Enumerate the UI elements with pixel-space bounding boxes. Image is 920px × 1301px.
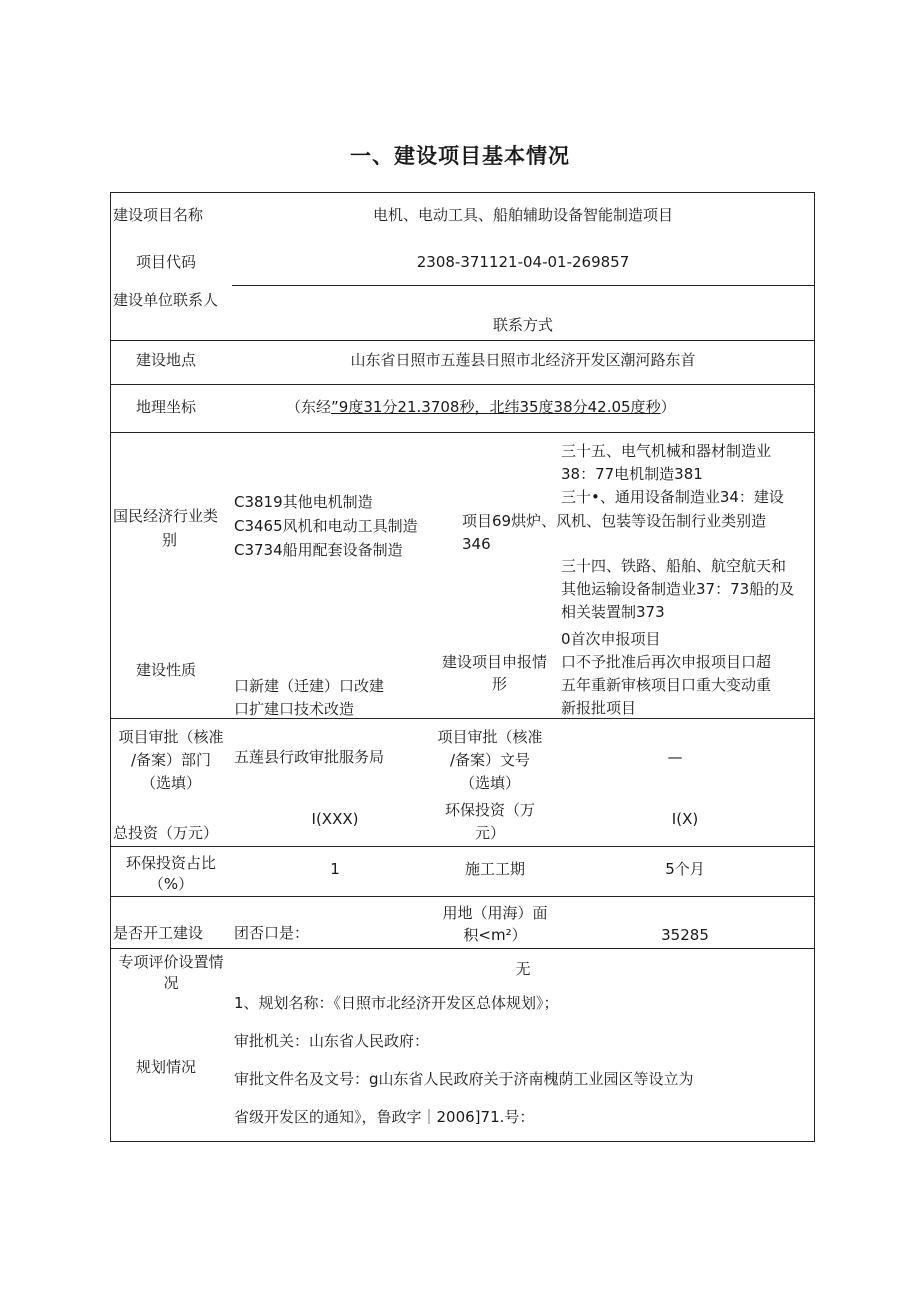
special-eval-value: 无 xyxy=(515,960,531,978)
nature-options-line2: 口扩建口技术改造 xyxy=(234,700,355,718)
env-investment-label-line2: 元） xyxy=(474,824,505,842)
page-title: 一、建设项目基本情况 xyxy=(350,144,570,168)
nature-label: 建设性质 xyxy=(136,661,197,679)
report-option-line: 口不予批准后再次申报项目口超 xyxy=(561,653,772,671)
construction-period-label: 施工工期 xyxy=(464,860,525,878)
nature-options-line1: 口新建（迁建）口改建 xyxy=(234,677,385,695)
contact-method-label: 联系方式 xyxy=(492,316,553,334)
industry-category-line: 三十四、铁路、船舶、航空航天和 xyxy=(561,557,787,575)
project-name-value: 电机、电动工具、船舶辅助设备智能制造项目 xyxy=(372,206,673,224)
row-divider xyxy=(110,846,815,847)
approval-doc-label-line: 项目审批（核准 xyxy=(437,728,543,746)
env-ratio-label-line1: 环保投资占比 xyxy=(125,854,216,872)
total-investment-value: I(XXX) xyxy=(311,810,359,828)
report-option-line: 五年重新审核项目口重大变动重 xyxy=(561,676,772,694)
industry-code: C3819其他电机制造 xyxy=(234,493,373,511)
planning-line: 审批文件名及文号：g山东省人民政府关于济南槐荫工业园区等设立为 xyxy=(234,1070,694,1088)
industry-category-line: 其他运输设备制造业37：73船的及 xyxy=(561,580,795,598)
approval-dept-label-line: 项目审批（核准 xyxy=(118,728,224,746)
construction-period-value: 5个月 xyxy=(665,860,705,878)
coordinates-suffix: ） xyxy=(660,398,676,416)
project-name-label: 建设项目名称 xyxy=(113,206,204,224)
row-divider xyxy=(110,948,815,949)
row-divider xyxy=(110,340,815,341)
coordinates-prefix: （东经 xyxy=(286,398,332,416)
project-code-label: 项目代码 xyxy=(136,253,197,271)
total-investment-label: 总投资（万元） xyxy=(113,824,219,842)
env-investment-value: I(X) xyxy=(671,810,699,828)
land-area-value: 35285 xyxy=(661,926,709,944)
planning-line: 省级开发区的通知》，鲁政字｜2006]71.号： xyxy=(234,1108,535,1126)
industry-category-line: 38：77电机制造381 xyxy=(561,465,703,483)
approval-dept-label-line: （选填） xyxy=(140,774,201,792)
row-divider xyxy=(110,718,815,719)
special-eval-label-line1: 专项评价设置情 xyxy=(118,953,224,971)
coordinates-main: ”9度31分21.3708秒，北纬35度38分42.05度秒 xyxy=(331,398,661,416)
approval-dept-label-line: /备案）部门 xyxy=(130,751,212,769)
industry-category-line: 三十•、通用设备制造业34：建设 xyxy=(561,488,784,506)
planning-label: 规划情况 xyxy=(136,1058,197,1076)
table-border-top xyxy=(110,192,815,193)
project-code-value: 2308-371121-04-01-269857 xyxy=(416,253,630,271)
industry-code: C3734船用配套设备制造 xyxy=(234,541,403,559)
contact-label: 建设单位联系人 xyxy=(113,291,219,309)
planning-line: 审批机关：山东省人民政府： xyxy=(234,1032,430,1050)
industry-category-line: 三十五、电气机械和器材制造业 xyxy=(561,442,772,460)
row-divider xyxy=(110,432,815,433)
coordinates-value xyxy=(286,396,676,419)
industry-label-line2: 别 xyxy=(162,531,178,549)
row-divider xyxy=(232,285,815,286)
industry-category-line: 346 xyxy=(462,535,491,553)
row-divider xyxy=(110,384,815,385)
planning-line: 1、规划名称：《日照市北经济开发区总体规划》； xyxy=(234,994,559,1012)
land-area-label-line1: 用地（用海）面 xyxy=(442,904,548,922)
special-eval-label-line2: 况 xyxy=(163,974,179,992)
row-divider xyxy=(110,896,815,897)
approval-doc-label-line: /备案）文号 xyxy=(449,751,531,769)
coordinates-label: 地理坐标 xyxy=(136,398,197,416)
location-value: 山东省日照市五莲县日照市北经济开发区潮河路东首 xyxy=(350,351,696,369)
started-value: 团否口是： xyxy=(234,924,310,942)
report-label-line1: 建设项目申报情 xyxy=(442,653,548,671)
industry-category-line: 相关装置制373 xyxy=(561,603,665,621)
industry-category-line: 项目69烘炉、风机、包装等设缶制行业类别造 xyxy=(462,512,767,530)
table-border-bottom xyxy=(110,1141,815,1142)
location-label: 建设地点 xyxy=(136,351,197,369)
started-label: 是否开工建设 xyxy=(113,924,204,942)
approval-doc-value: — xyxy=(667,748,683,766)
env-investment-label-line1: 环保投资（万 xyxy=(444,801,535,819)
report-option-line: 0首次申报项目 xyxy=(561,630,661,648)
table-border-right xyxy=(814,192,815,1141)
approval-doc-label-line: （选填） xyxy=(459,774,520,792)
report-label-line2: 形 xyxy=(492,675,508,693)
approval-dept-value: 五莲县行政审批服务局 xyxy=(234,748,385,766)
industry-label-line1: 国民经济行业类 xyxy=(113,507,219,525)
land-area-label-line2: 积<m²） xyxy=(463,926,527,944)
industry-code: C3465风机和电动工具制造 xyxy=(234,517,418,535)
env-ratio-label-line2: （%） xyxy=(148,875,194,893)
report-option-line: 新报批项目 xyxy=(561,699,637,717)
table-border-left xyxy=(110,192,111,1141)
env-ratio-value: 1 xyxy=(330,860,340,878)
